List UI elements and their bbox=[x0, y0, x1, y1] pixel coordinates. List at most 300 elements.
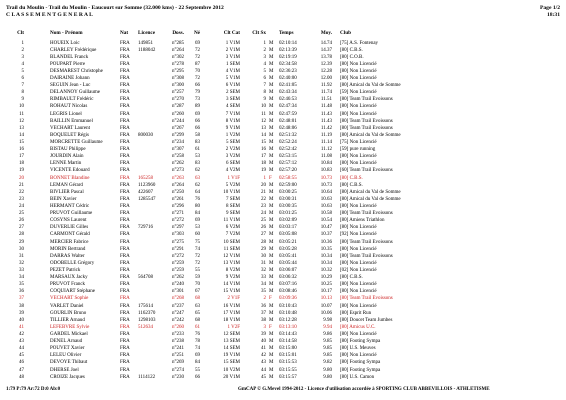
speed-cell: 11.43 bbox=[320, 118, 332, 124]
speed-cell: 10.25 bbox=[320, 282, 332, 288]
category-rank-cell: 8 V1M bbox=[225, 118, 240, 124]
bib-cell: n°296 bbox=[172, 204, 184, 210]
rank-cell: 46 bbox=[19, 360, 24, 366]
speed-cell: 10.29 bbox=[320, 275, 332, 281]
nationality-cell: FRA bbox=[120, 83, 130, 89]
bib-cell: n°267 bbox=[172, 125, 184, 131]
birth-year-cell: 62 bbox=[195, 182, 200, 188]
bib-cell: n°303 bbox=[172, 232, 184, 238]
name-cell: BLANDEL Franck bbox=[50, 54, 89, 60]
rank-cell: 5 bbox=[21, 68, 24, 74]
licence-cell: 1298103 bbox=[138, 317, 156, 323]
club-cell: [80] Amiens Triathlon bbox=[340, 218, 385, 224]
licence-cell: 1188042 bbox=[138, 47, 156, 53]
bib-cell: n°302 bbox=[172, 54, 184, 60]
name-cell: PRUVOT Guillaume bbox=[50, 211, 93, 217]
name-cell: PEZET Patrick bbox=[50, 268, 81, 273]
rank-cell: 1 bbox=[21, 40, 24, 46]
rank-cell: 19 bbox=[19, 168, 24, 174]
speed-cell: 9.94 bbox=[323, 324, 332, 330]
nationality-cell: FRA bbox=[120, 346, 130, 352]
name-cell: DHERSE Joel bbox=[50, 367, 79, 373]
time-cell: 03:05:41 bbox=[279, 253, 297, 259]
table-row bbox=[0, 281, 566, 288]
table-row bbox=[0, 267, 566, 274]
bib-cell: n°258 bbox=[172, 154, 184, 160]
category-rank-cell: 5 V2M bbox=[225, 182, 240, 188]
sex-rank-cell: 4 bbox=[263, 61, 266, 67]
header-clt-sx: Clt Sx bbox=[252, 30, 266, 36]
sex-rank-cell: 21 bbox=[261, 189, 266, 195]
nationality-cell: FRA bbox=[120, 367, 130, 373]
rank-cell: 47 bbox=[19, 367, 24, 373]
speed-cell: 10.47 bbox=[320, 225, 332, 231]
time-cell: 03:09:36 bbox=[279, 296, 297, 302]
name-cell: HERMANT Cédric bbox=[50, 204, 90, 210]
time-cell: 03:10:48 bbox=[279, 310, 297, 316]
speed-cell: 10.63 bbox=[320, 196, 332, 202]
sex-cell: M bbox=[269, 61, 274, 67]
time-cell: 02:13:39 bbox=[279, 47, 297, 53]
birth-year-cell: 66 bbox=[195, 83, 200, 89]
rank-cell: 6 bbox=[21, 76, 24, 82]
bib-cell: n°237 bbox=[172, 303, 184, 309]
table-row bbox=[0, 260, 566, 267]
club-cell: [80] Non Licencié bbox=[340, 104, 377, 110]
club-cell: [80] Amical du Val de Somme bbox=[340, 189, 401, 195]
rank-cell: 4 bbox=[21, 61, 24, 67]
sex-rank-cell: 45 bbox=[261, 374, 266, 380]
licence-cell: 729716 bbox=[138, 225, 153, 231]
header-club: Club bbox=[340, 30, 351, 36]
rank-cell: 37 bbox=[19, 296, 24, 302]
sex-rank-cell: 8 bbox=[263, 90, 266, 96]
nationality-cell: FRA bbox=[120, 360, 130, 366]
birth-year-cell: 73 bbox=[195, 97, 200, 103]
sex-cell: M bbox=[269, 331, 274, 337]
category-rank-cell: 16 V1M bbox=[223, 303, 240, 309]
rank-cell: 8 bbox=[21, 90, 24, 96]
speed-cell: 11.92 bbox=[320, 83, 332, 89]
club-cell: [80] C.B.S. bbox=[340, 175, 363, 181]
club-cell: [02] Non Licencié bbox=[340, 268, 377, 273]
name-cell: BOQUELET Régis bbox=[50, 132, 89, 138]
sex-cell: M bbox=[269, 211, 274, 217]
birth-year-cell: 72 bbox=[195, 54, 200, 60]
table-row bbox=[0, 196, 566, 203]
name-cell: CARMONT Gérald bbox=[50, 232, 90, 238]
bib-cell: n°257 bbox=[172, 90, 184, 96]
birth-year-cell: 72 bbox=[195, 253, 200, 259]
birth-year-cell: 74 bbox=[195, 246, 200, 252]
bib-cell: n°301 bbox=[172, 289, 184, 295]
sex-cell: M bbox=[269, 97, 274, 103]
bib-cell: n°272 bbox=[172, 253, 184, 259]
birth-year-cell: 53 bbox=[195, 225, 200, 231]
nationality-cell: FRA bbox=[120, 54, 130, 60]
bib-cell: n°262 bbox=[172, 161, 184, 167]
speed-cell: 12.28 bbox=[320, 68, 332, 74]
licence-cell: 149851 bbox=[138, 40, 153, 46]
category-rank-cell: 1 V1M bbox=[225, 40, 240, 46]
time-cell: 02:34:58 bbox=[279, 61, 297, 67]
nationality-cell: FRA bbox=[120, 154, 130, 160]
birth-year-cell: 59 bbox=[195, 275, 200, 281]
time-cell: 03:15:53 bbox=[279, 360, 297, 366]
category-rank-cell: 7 V2M bbox=[225, 232, 240, 238]
category-rank-cell: 1 V2F bbox=[227, 324, 240, 330]
birth-year-cell: 63 bbox=[195, 303, 200, 309]
time-cell: 02:48:06 bbox=[279, 125, 297, 131]
category-rank-cell: 1 SEM bbox=[225, 61, 240, 67]
name-cell: VICENTE Edouard bbox=[50, 168, 90, 174]
sex-rank-cell: 6 bbox=[263, 76, 266, 82]
sex-rank-cell: 39 bbox=[261, 331, 266, 337]
name-cell: VECHART Sophie bbox=[50, 296, 89, 302]
table-row bbox=[0, 89, 566, 96]
speed-cell: 10.63 bbox=[320, 204, 332, 210]
table-row bbox=[0, 210, 566, 217]
sex-rank-cell: 2 bbox=[263, 296, 266, 302]
bib-cell: n°241 bbox=[172, 346, 184, 352]
nationality-cell: FRA bbox=[120, 339, 130, 345]
nationality-cell: FRA bbox=[120, 104, 130, 110]
page-info bbox=[540, 5, 560, 18]
birth-year-cell: 65 bbox=[195, 310, 200, 316]
club-cell: [80] Non Licencié bbox=[340, 353, 377, 359]
sex-rank-cell: 18 bbox=[261, 161, 266, 167]
nationality-cell: FRA bbox=[120, 296, 130, 302]
nationality-cell: FRA bbox=[120, 211, 130, 217]
category-rank-cell: 10 V2M bbox=[223, 367, 240, 373]
nationality-cell: FRA bbox=[120, 246, 130, 252]
sex-rank-cell: 22 bbox=[261, 196, 266, 202]
sex-cell: M bbox=[269, 275, 274, 281]
category-rank-cell: 18 V1M bbox=[223, 317, 240, 323]
club-cell: [80] Non Licencié bbox=[340, 331, 377, 337]
birth-year-cell: 55 bbox=[195, 268, 200, 273]
category-rank-cell: 17 V1M bbox=[223, 310, 240, 316]
category-rank-cell: 15 V1M bbox=[223, 289, 240, 295]
nationality-cell: FRA bbox=[120, 331, 130, 337]
time-cell: 03:00:25 bbox=[279, 189, 297, 195]
nationality-cell: FRA bbox=[120, 118, 130, 124]
rank-cell: 32 bbox=[19, 260, 24, 266]
birth-year-cell: 84 bbox=[195, 360, 200, 366]
club-cell: [80] Team Trail Evoissons bbox=[340, 125, 393, 131]
rank-cell: 21 bbox=[19, 182, 24, 188]
time-cell: 03:05:28 bbox=[279, 246, 297, 252]
birth-year-cell: 72 bbox=[195, 260, 200, 266]
table-row bbox=[0, 40, 566, 47]
club-cell: [80] Non Licencié bbox=[340, 111, 377, 117]
speed-cell: 11.08 bbox=[320, 154, 332, 160]
time-cell: 03:15:01 bbox=[279, 353, 297, 359]
nationality-cell: FRA bbox=[120, 204, 130, 210]
time-cell: 03:05:21 bbox=[279, 239, 297, 245]
results-table bbox=[0, 40, 566, 381]
category-rank-cell: 5 SEM bbox=[225, 140, 240, 146]
page-number: Page 1/2 bbox=[539, 5, 560, 11]
club-cell: [80] C.B.S. bbox=[340, 182, 363, 188]
category-rank-cell: 14 SEM bbox=[223, 346, 240, 352]
sex-rank-cell: 43 bbox=[261, 360, 266, 366]
nationality-cell: FRA bbox=[120, 303, 130, 309]
table-row bbox=[0, 345, 566, 352]
time-cell: 03:14:43 bbox=[279, 331, 297, 337]
sex-rank-cell: 28 bbox=[261, 239, 266, 245]
birth-year-cell: 63 bbox=[195, 175, 200, 181]
sex-rank-cell: 16 bbox=[261, 147, 266, 153]
sex-cell: M bbox=[269, 225, 274, 231]
speed-cell: 10.58 bbox=[320, 211, 332, 217]
table-row bbox=[0, 203, 566, 210]
name-cell: ODOBELLE Grégory bbox=[50, 260, 95, 266]
category-rank-cell: 10 SEM bbox=[223, 239, 240, 245]
table-row bbox=[0, 68, 566, 75]
speed-cell: 11.51 bbox=[320, 97, 332, 103]
sex-cell: M bbox=[269, 339, 274, 345]
sex-rank-cell: 14 bbox=[261, 132, 266, 138]
bib-cell: n°295 bbox=[172, 68, 184, 74]
sex-rank-cell: 2 bbox=[263, 47, 266, 53]
speed-cell: 9.80 bbox=[323, 374, 332, 380]
sex-cell: M bbox=[269, 76, 274, 82]
birth-year-cell: 75 bbox=[195, 239, 200, 245]
header-temps: Temps bbox=[279, 30, 294, 36]
time-cell: 02:41:05 bbox=[279, 83, 297, 89]
time-cell: 02:57:12 bbox=[279, 161, 297, 167]
sex-cell: M bbox=[269, 196, 274, 202]
sex-rank-cell: 7 bbox=[263, 83, 266, 89]
category-rank-cell: 4 V2M bbox=[225, 168, 240, 174]
category-rank-cell: 4 SEM bbox=[225, 104, 240, 110]
sex-cell: M bbox=[269, 168, 274, 174]
birth-year-cell: 69 bbox=[195, 111, 200, 117]
nationality-cell: FRA bbox=[120, 260, 130, 266]
club-cell: [80] Non Licencié bbox=[340, 161, 377, 167]
sex-cell: M bbox=[269, 310, 274, 316]
name-cell: HOUEIX Loic bbox=[50, 40, 80, 46]
sex-rank-cell: 25 bbox=[261, 218, 266, 224]
time-cell: 02:47:34 bbox=[279, 104, 297, 110]
speed-cell: 12.00 bbox=[320, 76, 332, 82]
speed-cell: 10.54 bbox=[320, 218, 332, 224]
sex-cell: M bbox=[269, 204, 274, 210]
table-row bbox=[0, 338, 566, 345]
nationality-cell: FRA bbox=[120, 125, 130, 131]
club-cell: [80] Non Licencié bbox=[340, 225, 377, 231]
rank-cell: 2 bbox=[21, 47, 24, 53]
table-row bbox=[0, 359, 566, 366]
rank-cell: 29 bbox=[19, 239, 24, 245]
sex-cell: M bbox=[269, 218, 274, 224]
club-cell: [80] Non Licencié bbox=[340, 204, 377, 210]
nationality-cell: FRA bbox=[120, 289, 130, 295]
sex-cell: M bbox=[269, 154, 274, 160]
sex-cell: M bbox=[269, 104, 274, 110]
sex-rank-cell: 19 bbox=[261, 168, 266, 174]
name-cell: PRUVOT Franck bbox=[50, 282, 86, 288]
birth-year-cell: 66 bbox=[195, 125, 200, 131]
time-cell: 02:57:20 bbox=[279, 168, 297, 174]
nationality-cell: FRA bbox=[120, 239, 130, 245]
bib-cell: n°263 bbox=[172, 175, 184, 181]
name-cell: LEFEBVRE Sylvie bbox=[50, 324, 90, 330]
nationality-cell: FRA bbox=[120, 111, 130, 117]
sex-cell: M bbox=[269, 140, 274, 146]
name-cell: CHARLEY Frédérique bbox=[50, 47, 97, 53]
bib-cell: n°285 bbox=[172, 40, 184, 46]
club-cell: [80] Team Trail Evoissons bbox=[340, 296, 393, 302]
sex-rank-cell: 29 bbox=[261, 246, 266, 252]
time-cell: 03:05:44 bbox=[279, 260, 297, 266]
name-cell: LELEU Olivier bbox=[50, 353, 82, 359]
rank-cell: 25 bbox=[19, 211, 24, 217]
category-rank-cell: 6 SEM bbox=[225, 161, 240, 167]
table-row bbox=[0, 82, 566, 89]
speed-cell: 10.73 bbox=[320, 175, 332, 181]
category-rank-cell: 15 SEM bbox=[223, 360, 240, 366]
name-cell: POUPART Pierre bbox=[50, 61, 86, 67]
bib-cell: n°271 bbox=[172, 211, 184, 217]
club-cell: [80] C.B.S. bbox=[340, 47, 363, 53]
name-cell: DARRAS Walter bbox=[50, 253, 85, 259]
sex-rank-cell: 15 bbox=[261, 140, 266, 146]
birth-year-cell: 83 bbox=[195, 161, 200, 167]
table-row bbox=[0, 47, 566, 54]
speed-cell: 13.78 bbox=[320, 54, 332, 60]
licence-cell: 175614 bbox=[138, 303, 153, 309]
category-rank-cell: 13 V1M bbox=[223, 260, 240, 266]
licence-cell: 422607 bbox=[138, 189, 153, 195]
sex-cell: M bbox=[269, 253, 274, 259]
club-cell: [60] Team Trail Evoissons bbox=[340, 168, 393, 174]
sex-rank-cell: 20 bbox=[261, 182, 266, 188]
time-cell: 03:00:31 bbox=[279, 196, 297, 202]
speed-cell: 9.80 bbox=[323, 367, 332, 373]
birth-year-cell: 64 bbox=[195, 189, 200, 195]
club-cell: [75] A.S. Fontenay bbox=[340, 40, 379, 46]
bib-cell: n°251 bbox=[172, 353, 184, 359]
club-cell: [80] Non Licencié bbox=[340, 282, 377, 288]
rank-cell: 41 bbox=[19, 324, 24, 330]
table-row bbox=[0, 189, 566, 196]
bib-cell: n°274 bbox=[172, 367, 184, 373]
time-cell: 02:59:00 bbox=[279, 182, 297, 188]
club-cell: [80] Amical du Val de Somme bbox=[340, 196, 401, 202]
licence-cell: 1114122 bbox=[138, 374, 156, 380]
rank-cell: 30 bbox=[19, 246, 24, 252]
rank-cell: 27 bbox=[19, 225, 24, 231]
sex-cell: M bbox=[269, 68, 274, 74]
club-cell: [92] Non Licencié bbox=[340, 232, 377, 238]
sex-cell: M bbox=[269, 346, 274, 352]
birth-year-cell: 55 bbox=[195, 367, 200, 373]
licence-cell: 165258 bbox=[138, 175, 153, 181]
nationality-cell: FRA bbox=[120, 353, 130, 359]
sex-cell: M bbox=[269, 83, 274, 89]
club-cell: [80] Amical du Val de Somme bbox=[340, 132, 401, 138]
sex-rank-cell: 26 bbox=[261, 225, 266, 231]
name-cell: LEMAN Gérard bbox=[50, 182, 83, 188]
sex-rank-cell: 31 bbox=[261, 260, 266, 266]
bib-cell: n°287 bbox=[172, 104, 184, 110]
birth-year-cell: 79 bbox=[195, 90, 200, 96]
category-rank-cell: 11 V1M bbox=[223, 218, 240, 224]
category-rank-cell: 9 V1M bbox=[225, 125, 240, 131]
nationality-cell: FRA bbox=[120, 132, 130, 138]
bib-cell: n°247 bbox=[172, 310, 184, 316]
rank-cell: 43 bbox=[19, 339, 24, 345]
bib-cell: n°275 bbox=[172, 239, 184, 245]
category-rank-cell: 9 SEM bbox=[225, 211, 240, 217]
birth-year-cell: 87 bbox=[195, 61, 200, 67]
rank-cell: 20 bbox=[19, 175, 24, 181]
bib-cell: n°234 bbox=[172, 140, 184, 146]
rank-cell: 34 bbox=[19, 275, 24, 281]
sex-rank-cell: 10 bbox=[261, 104, 266, 110]
birth-year-cell: 66 bbox=[195, 374, 200, 380]
sex-cell: M bbox=[269, 161, 274, 167]
club-cell: [59] Non Licencié bbox=[340, 90, 377, 96]
category-rank-cell: 3 V2M bbox=[225, 154, 240, 160]
table-row bbox=[0, 295, 566, 302]
name-cell: BISTAU Philippe bbox=[50, 147, 86, 153]
rank-cell: 22 bbox=[19, 189, 24, 195]
category-rank-cell: 5 V1M bbox=[225, 76, 240, 82]
speed-cell: 11.74 bbox=[320, 90, 332, 96]
bib-cell: n°233 bbox=[172, 331, 184, 337]
rank-cell: 9 bbox=[21, 97, 24, 103]
table-row bbox=[0, 146, 566, 153]
name-cell: RIMBAULT Frédéric bbox=[50, 97, 94, 103]
sex-rank-cell: 23 bbox=[261, 204, 266, 210]
table-row bbox=[0, 96, 566, 103]
speed-cell: 11.42 bbox=[320, 125, 332, 131]
birth-year-cell: 69 bbox=[195, 353, 200, 359]
rank-cell: 23 bbox=[19, 196, 24, 202]
name-cell: DENEL Arnaud bbox=[50, 339, 83, 345]
bib-cell: n°264 bbox=[172, 182, 184, 188]
nationality-cell: FRA bbox=[120, 225, 130, 231]
name-cell: SEGUIN Jean - Luc bbox=[50, 83, 91, 89]
name-cell: COSYNS Laurent bbox=[50, 218, 87, 224]
category-rank-cell: 8 V2M bbox=[225, 268, 240, 273]
nationality-cell: FRA bbox=[120, 90, 130, 96]
rank-cell: 26 bbox=[19, 218, 24, 224]
club-cell: [80] Amicus U.C. bbox=[340, 324, 376, 330]
birth-year-cell: 66 bbox=[195, 118, 200, 124]
footer-license: GmCAP © G.Mevel 1994-2012 - Licence d'utilisation accordée à SPORTING CLUB ABBEVILLOIS - ATHLETISME bbox=[238, 387, 490, 392]
sex-rank-cell: 1 bbox=[263, 175, 266, 181]
birth-year-cell: 53 bbox=[195, 154, 200, 160]
bib-cell: n°238 bbox=[172, 339, 184, 345]
name-cell: TILLIER Arnaud bbox=[50, 317, 85, 323]
birth-year-cell: 76 bbox=[195, 196, 200, 202]
rank-cell: 42 bbox=[19, 331, 24, 337]
nationality-cell: FRA bbox=[120, 68, 130, 74]
table-row bbox=[0, 288, 566, 295]
birth-year-cell: 83 bbox=[195, 140, 200, 146]
sex-rank-cell: 35 bbox=[261, 289, 266, 295]
time-cell: 02:52:24 bbox=[279, 140, 297, 146]
rank-cell: 38 bbox=[19, 303, 24, 309]
name-cell: BEIN Xavier bbox=[50, 196, 77, 202]
nationality-cell: FRA bbox=[120, 324, 130, 330]
sex-cell: M bbox=[269, 317, 274, 323]
nationality-cell: FRA bbox=[120, 232, 130, 238]
